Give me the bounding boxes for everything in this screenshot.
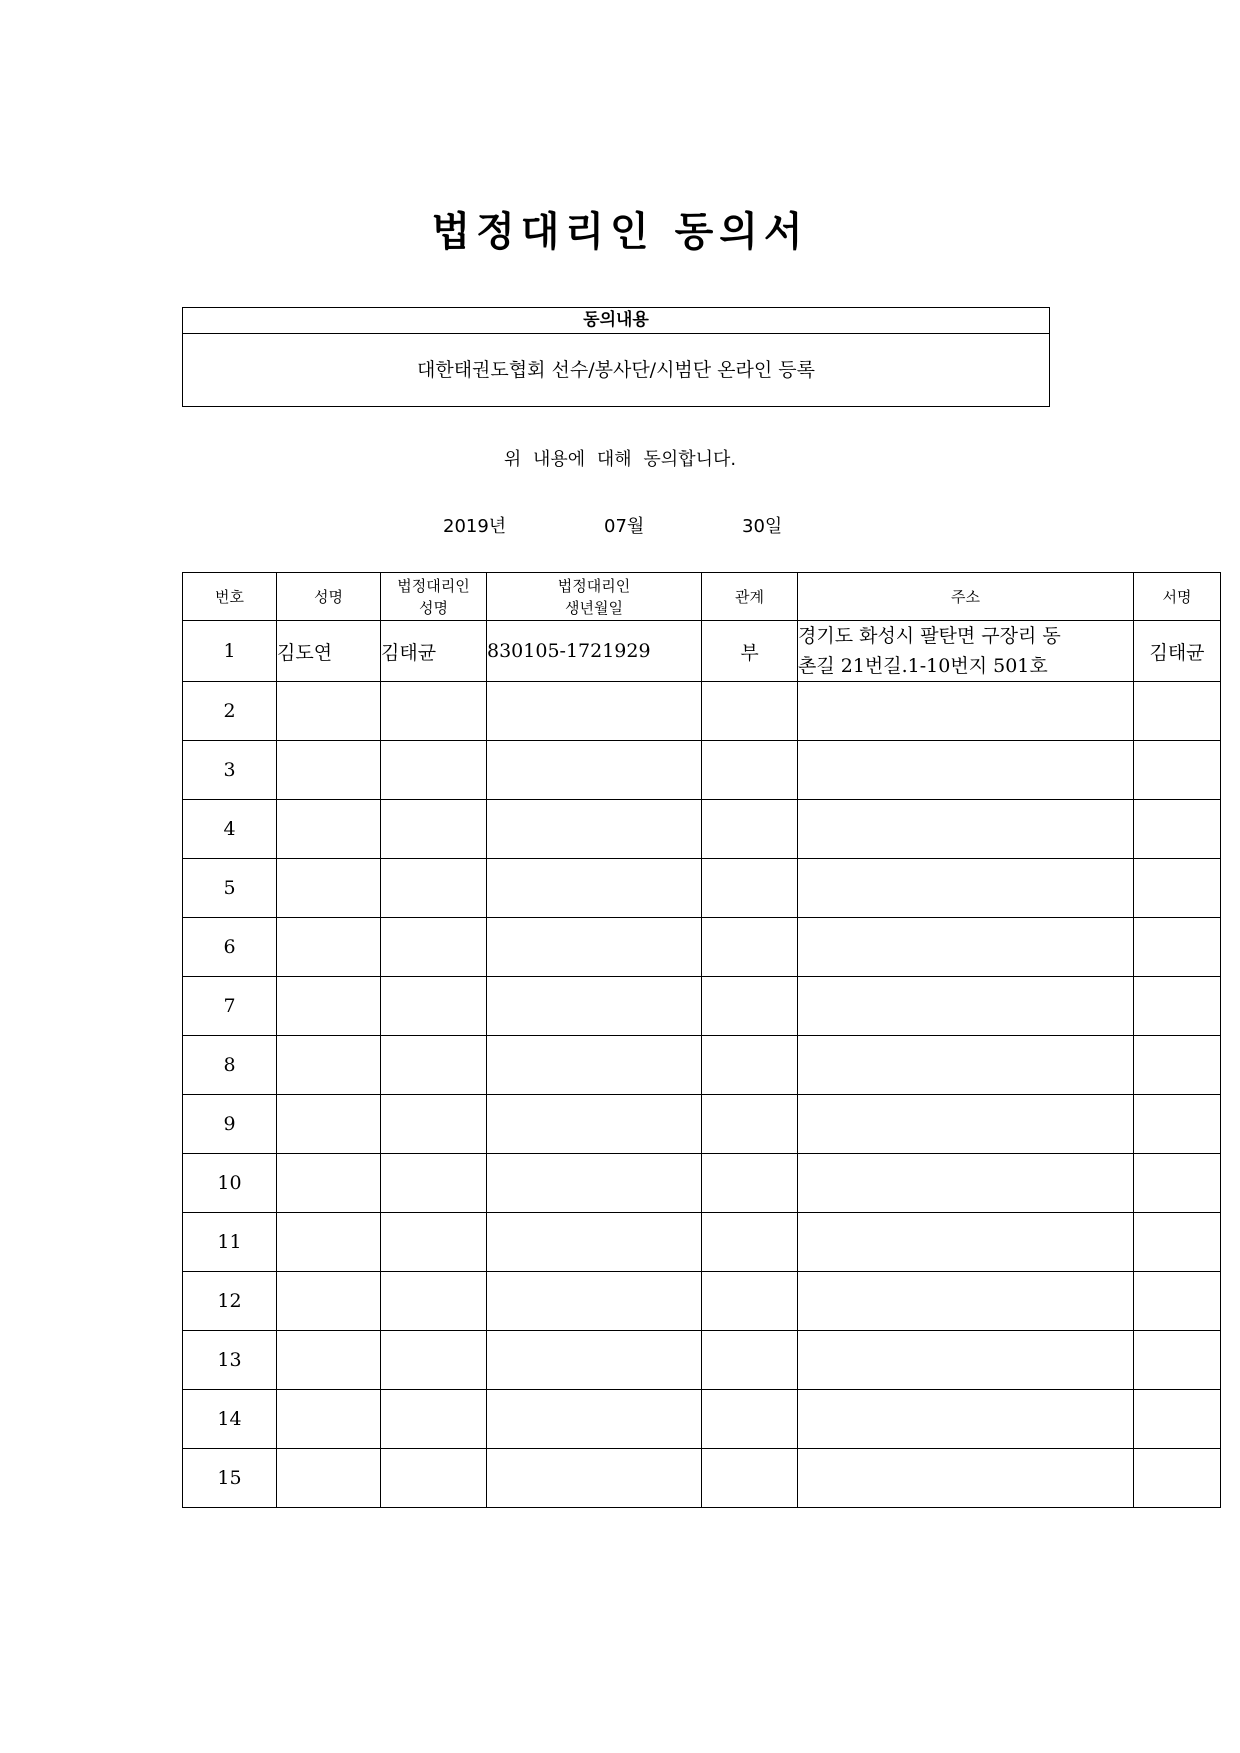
table-row (183, 1272, 1221, 1331)
date-day: 30일 (742, 516, 783, 537)
cell-rep-birth (487, 1390, 702, 1449)
cell-address (798, 621, 1134, 682)
cell-rep-birth (487, 859, 702, 918)
cell-rep-name (381, 682, 487, 741)
cell-rep-name (381, 1272, 487, 1331)
cell-rep-birth: 830105-1721929 (487, 621, 702, 682)
cell-rep-name: 김태균 (381, 621, 487, 682)
agreement-statement: 위 내용에 대해 동의합니다. (503, 449, 737, 470)
cell-name (277, 977, 381, 1036)
cell-name (277, 1213, 381, 1272)
cell-rep-name (381, 1390, 487, 1449)
guardian-consent-table (182, 572, 1221, 1508)
cell-relation (702, 1272, 798, 1331)
cell-signature: 김태균 (1134, 621, 1221, 682)
header-rep-name (381, 573, 487, 621)
cell-rep-name (381, 1154, 487, 1213)
cell-name (277, 1331, 381, 1390)
cell-name (277, 1036, 381, 1095)
cell-rep-name (381, 859, 487, 918)
cell-signature (1134, 1390, 1221, 1449)
cell-name (277, 1272, 381, 1331)
header-signature: 서명 (1134, 573, 1221, 621)
cell-relation (702, 741, 798, 800)
cell-address (798, 1036, 1134, 1095)
cell-address (798, 741, 1134, 800)
cell-signature (1134, 977, 1221, 1036)
cell-no: 4 (183, 800, 277, 859)
cell-rep-name (381, 918, 487, 977)
cell-no: 11 (183, 1213, 277, 1272)
cell-name (277, 1449, 381, 1508)
cell-signature (1134, 741, 1221, 800)
cell-relation (702, 800, 798, 859)
header-rep-birth (487, 573, 702, 621)
cell-signature (1134, 1449, 1221, 1508)
date-month: 07월 (604, 516, 645, 537)
date-year: 2019년 (443, 516, 507, 537)
cell-rep-birth (487, 977, 702, 1036)
cell-no: 1 (183, 621, 277, 682)
table-row (183, 741, 1221, 800)
cell-name (277, 1390, 381, 1449)
cell-address (798, 1095, 1134, 1154)
cell-signature (1134, 1154, 1221, 1213)
cell-relation (702, 1036, 798, 1095)
cell-no: 14 (183, 1390, 277, 1449)
cell-relation (702, 682, 798, 741)
cell-signature (1134, 682, 1221, 741)
cell-relation (702, 1095, 798, 1154)
header-rep-birth-line1: 법정대리인 (557, 576, 631, 595)
consent-header: 동의내용 (183, 308, 1049, 334)
cell-relation (702, 859, 798, 918)
cell-relation: 부 (702, 621, 798, 682)
header-name: 성명 (277, 573, 381, 621)
cell-relation (702, 1213, 798, 1272)
cell-rep-name (381, 977, 487, 1036)
table-row (183, 918, 1221, 977)
cell-address (798, 682, 1134, 741)
cell-relation (702, 1390, 798, 1449)
address-line-2: 촌길 21번길.1-10번지 501호 (798, 655, 1048, 677)
cell-signature (1134, 1331, 1221, 1390)
table-row (183, 859, 1221, 918)
cell-rep-birth (487, 741, 702, 800)
header-rep-birth-line2: 생년월일 (565, 598, 623, 617)
table-row (183, 621, 1221, 682)
cell-no: 8 (183, 1036, 277, 1095)
cell-rep-birth (487, 1213, 702, 1272)
cell-address (798, 1272, 1134, 1331)
cell-no: 10 (183, 1154, 277, 1213)
cell-rep-birth (487, 1154, 702, 1213)
cell-rep-name (381, 1331, 487, 1390)
cell-signature (1134, 1213, 1221, 1272)
cell-no: 13 (183, 1331, 277, 1390)
cell-relation (702, 977, 798, 1036)
cell-signature (1134, 918, 1221, 977)
cell-name (277, 859, 381, 918)
cell-rep-birth (487, 682, 702, 741)
table-header-row (183, 573, 1221, 621)
cell-address (798, 1213, 1134, 1272)
cell-name (277, 1095, 381, 1154)
cell-address (798, 977, 1134, 1036)
cell-rep-birth (487, 1272, 702, 1331)
document-title: 법정대리인 동의서 (431, 208, 809, 255)
cell-no: 9 (183, 1095, 277, 1154)
header-no: 번호 (183, 573, 277, 621)
table-row (183, 1390, 1221, 1449)
cell-no: 5 (183, 859, 277, 918)
table-row (183, 800, 1221, 859)
cell-relation (702, 1154, 798, 1213)
cell-address (798, 1154, 1134, 1213)
cell-rep-name (381, 1449, 487, 1508)
cell-no: 2 (183, 682, 277, 741)
cell-signature (1134, 1095, 1221, 1154)
cell-signature (1134, 1036, 1221, 1095)
cell-rep-name (381, 741, 487, 800)
cell-name: 김도연 (277, 621, 381, 682)
cell-rep-birth (487, 800, 702, 859)
cell-name (277, 800, 381, 859)
table-row (183, 1154, 1221, 1213)
consent-content-box (182, 307, 1050, 407)
cell-rep-name (381, 1036, 487, 1095)
cell-address (798, 1449, 1134, 1508)
cell-address (798, 1390, 1134, 1449)
cell-signature (1134, 1272, 1221, 1331)
cell-relation (702, 918, 798, 977)
cell-no: 3 (183, 741, 277, 800)
table-row (183, 682, 1221, 741)
cell-relation (702, 1331, 798, 1390)
cell-rep-name (381, 1213, 487, 1272)
cell-no: 15 (183, 1449, 277, 1508)
cell-signature (1134, 859, 1221, 918)
cell-name (277, 741, 381, 800)
cell-no: 12 (183, 1272, 277, 1331)
header-rep-name-line1: 법정대리인 (397, 576, 470, 595)
cell-address (798, 918, 1134, 977)
cell-no: 7 (183, 977, 277, 1036)
cell-address (798, 859, 1134, 918)
cell-rep-birth (487, 1036, 702, 1095)
table-row (183, 1331, 1221, 1390)
cell-signature (1134, 800, 1221, 859)
cell-rep-name (381, 800, 487, 859)
header-relation: 관계 (702, 573, 798, 621)
cell-rep-name (381, 1095, 487, 1154)
cell-name (277, 682, 381, 741)
cell-rep-birth (487, 1331, 702, 1390)
header-address: 주소 (798, 573, 1134, 621)
cell-rep-birth (487, 1095, 702, 1154)
address-line-1: 경기도 화성시 팔탄면 구장리 동 (798, 625, 1061, 647)
cell-rep-birth (487, 1449, 702, 1508)
cell-name (277, 1154, 381, 1213)
table-row (183, 1449, 1221, 1508)
consent-body: 대한태권도협회 선수/봉사단/시범단 온라인 등록 (416, 359, 815, 381)
header-rep-name-line2: 성명 (419, 598, 448, 617)
table-row (183, 1095, 1221, 1154)
cell-address (798, 1331, 1134, 1390)
table-row (183, 1036, 1221, 1095)
cell-address (798, 800, 1134, 859)
cell-name (277, 918, 381, 977)
cell-relation (702, 1449, 798, 1508)
cell-no: 6 (183, 918, 277, 977)
table-row (183, 977, 1221, 1036)
cell-rep-birth (487, 918, 702, 977)
table-row (183, 1213, 1221, 1272)
